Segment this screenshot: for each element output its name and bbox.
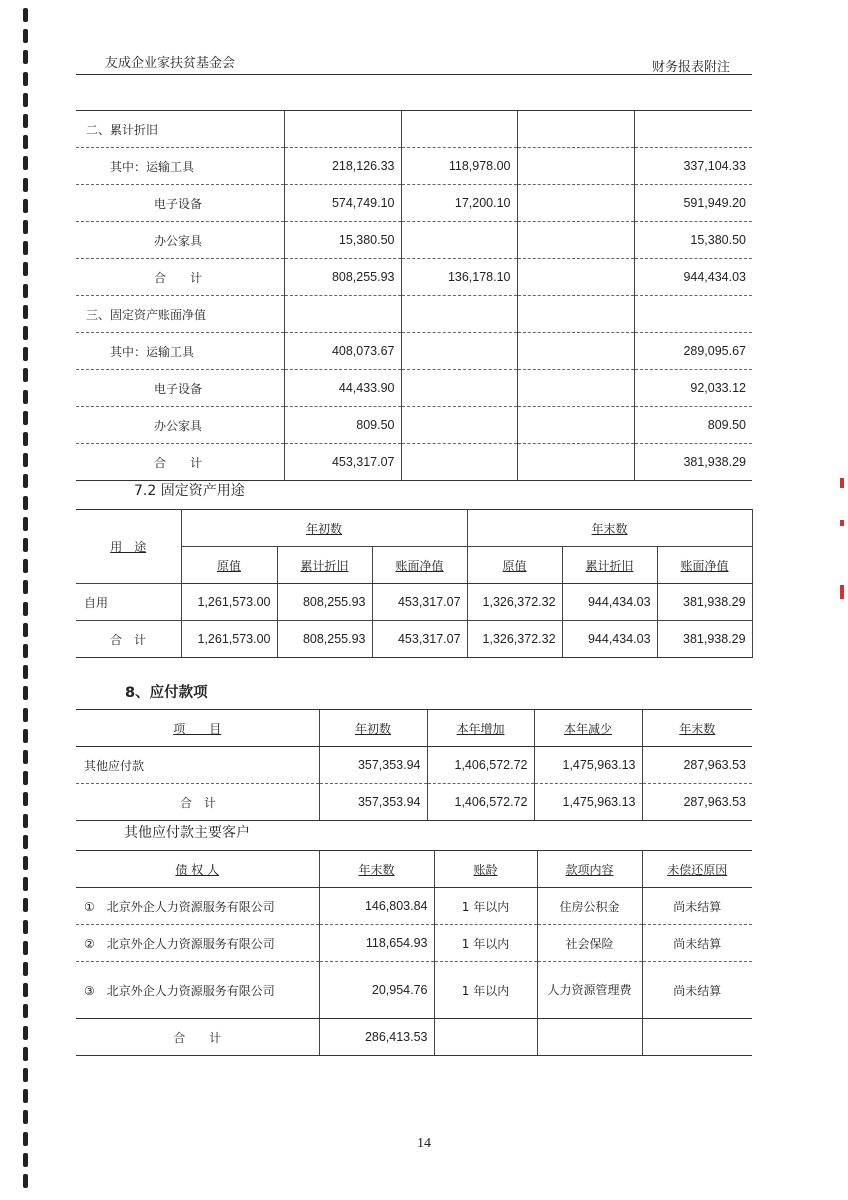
header-cell	[642, 710, 752, 747]
value-cell: 808,255.93	[277, 584, 372, 621]
value-cell: 20,954.76	[319, 962, 434, 1019]
payables-section-title: 8、应付款项	[125, 685, 208, 701]
table-row	[76, 888, 752, 925]
value-cell: 15,380.50	[284, 222, 401, 259]
table-row	[76, 747, 752, 784]
value-cell: 408,073.67	[284, 333, 401, 370]
customers-total-label: 合 计	[76, 1019, 319, 1056]
value-cell: 人力资源管理费	[537, 962, 642, 1019]
value-cell	[517, 296, 634, 333]
customers-total-value: 286,413.53	[319, 1019, 434, 1056]
row-label: 办公家具	[76, 222, 284, 259]
row-label: 自用	[76, 584, 181, 621]
value-cell: 1,475,963.13	[534, 784, 642, 821]
row-label: 合 计	[76, 259, 284, 296]
binding-hole	[23, 792, 28, 806]
table-row	[76, 333, 752, 370]
binding-hole	[23, 941, 28, 955]
binding-hole	[23, 347, 28, 361]
value-cell: 92,033.12	[634, 370, 752, 407]
header-cell	[319, 710, 427, 747]
binding-hole	[23, 411, 28, 425]
creditor-name: ② 北京外企人力资源服务有限公司	[76, 925, 319, 962]
binding-hole	[23, 962, 28, 976]
binding-hole	[23, 8, 28, 22]
binding-hole	[23, 1068, 28, 1082]
value-cell	[401, 222, 517, 259]
value-cell: 591,949.20	[634, 185, 752, 222]
binding-hole	[23, 368, 28, 382]
binding-hole	[23, 284, 28, 298]
binding-hole	[23, 1004, 28, 1018]
edge-mark	[840, 478, 844, 488]
value-cell: 453,317.07	[372, 584, 467, 621]
subheader-label: 账面净值	[680, 558, 729, 573]
document-type: 财务报表附注	[651, 60, 730, 75]
header-label: 未偿还原因	[667, 862, 728, 877]
binding-hole	[23, 729, 28, 743]
payables-table	[76, 709, 752, 821]
binding-hole	[23, 114, 28, 128]
value-cell: 44,433.90	[284, 370, 401, 407]
binding-hole	[23, 220, 28, 234]
binding-hole	[23, 29, 28, 43]
customers-section-title: 其他应付款主要客户	[124, 825, 250, 841]
usage-section-title: 7.2 固定资产用途	[134, 483, 245, 499]
header-cell	[76, 851, 319, 888]
usage-column-header: 用 途	[110, 540, 147, 554]
organization-name: 友成企业家扶贫基金会	[105, 56, 236, 71]
subheader-label: 账面净值	[395, 558, 444, 573]
value-cell: 808,255.93	[284, 259, 401, 296]
value-cell	[517, 407, 634, 444]
value-cell: 1,326,372.32	[467, 621, 562, 658]
value-cell: 809.50	[284, 407, 401, 444]
binding-hole	[23, 93, 28, 107]
header-label: 本年减少	[563, 721, 612, 736]
value-cell	[401, 111, 517, 148]
subheader-label: 原值	[502, 558, 527, 573]
header-label: 债 权 人	[175, 862, 220, 877]
table-row	[76, 407, 752, 444]
binding-hole	[23, 665, 28, 679]
value-cell: 944,434.03	[562, 584, 657, 621]
value-cell: 337,104.33	[634, 148, 752, 185]
binding-hole	[23, 305, 28, 319]
row-label: 其他应付款	[76, 747, 319, 784]
creditor-name: ③ 北京外企人力资源服务有限公司	[76, 962, 319, 1019]
subheader-cell	[562, 547, 657, 584]
binding-hole	[23, 72, 28, 86]
binding-hole	[23, 1174, 28, 1188]
header-cell	[534, 710, 642, 747]
value-cell: 118,654.93	[319, 925, 434, 962]
value-cell: 1,261,573.00	[181, 621, 277, 658]
value-cell	[401, 444, 517, 481]
value-cell: 287,963.53	[642, 784, 752, 821]
value-cell	[401, 370, 517, 407]
value-cell: 1,406,572.72	[427, 784, 534, 821]
value-cell: 381,938.29	[657, 621, 752, 658]
header-cell	[427, 710, 534, 747]
value-cell: 尚未结算	[642, 962, 752, 1019]
binding-hole	[23, 135, 28, 149]
payables-customers-table	[76, 850, 752, 1056]
value-cell: 453,317.07	[372, 621, 467, 658]
value-cell: 尚未结算	[642, 925, 752, 962]
value-cell: 944,434.03	[634, 259, 752, 296]
depreciation-table	[76, 110, 752, 481]
row-label: 合 计	[76, 784, 319, 821]
value-cell: 381,938.29	[657, 584, 752, 621]
value-cell: 218,126.33	[284, 148, 401, 185]
binding-hole	[23, 453, 28, 467]
header-cell	[76, 710, 319, 747]
value-cell	[517, 333, 634, 370]
header-label: 项 目	[173, 721, 222, 736]
value-cell: 944,434.03	[562, 621, 657, 658]
binding-hole	[23, 686, 28, 700]
value-cell: 1 年以内	[434, 925, 537, 962]
value-cell	[401, 333, 517, 370]
table-row	[76, 111, 752, 148]
row-label: 合 计	[76, 621, 181, 658]
value-cell: 357,353.94	[319, 747, 427, 784]
binding-hole	[23, 771, 28, 785]
row-label: 其中：运输工具	[76, 333, 284, 370]
value-cell	[517, 222, 634, 259]
row-label: 电子设备	[76, 185, 284, 222]
binding-hole	[23, 432, 28, 446]
table-row	[76, 370, 752, 407]
binding-hole	[23, 262, 28, 276]
subheader-cell	[467, 547, 562, 584]
subheader-label: 原值	[216, 558, 241, 573]
table-row	[76, 444, 752, 481]
binding-hole	[23, 474, 28, 488]
table-row	[76, 185, 752, 222]
value-cell	[517, 259, 634, 296]
header-label: 年初数	[354, 721, 391, 736]
value-cell	[284, 111, 401, 148]
value-cell: 社会保险	[537, 925, 642, 962]
value-cell: 1,406,572.72	[427, 747, 534, 784]
binding-hole	[23, 920, 28, 934]
binding-hole	[23, 496, 28, 510]
creditor-name: ① 北京外企人力资源服务有限公司	[76, 888, 319, 925]
value-cell: 453,317.07	[284, 444, 401, 481]
value-cell: 809.50	[634, 407, 752, 444]
header-label: 本年增加	[456, 721, 505, 736]
binding-hole	[23, 856, 28, 870]
value-cell	[634, 296, 752, 333]
value-cell: 357,353.94	[319, 784, 427, 821]
binding-hole	[23, 1047, 28, 1061]
table-row	[76, 296, 752, 333]
subheader-cell	[277, 547, 372, 584]
binding-hole	[23, 1153, 28, 1167]
row-label: 合 计	[76, 444, 284, 481]
binding-hole	[23, 156, 28, 170]
header-label: 款项内容	[565, 862, 614, 877]
value-cell: 1 年以内	[434, 888, 537, 925]
binding-hole	[23, 644, 28, 658]
page-number: 14	[417, 1136, 431, 1151]
end-year-group-header: 年末数	[591, 521, 628, 536]
table-row	[76, 259, 752, 296]
binding-hole	[23, 983, 28, 997]
table-row	[76, 925, 752, 962]
value-cell: 574,749.10	[284, 185, 401, 222]
table-row	[76, 784, 752, 821]
begin-year-group-header: 年初数	[306, 521, 343, 536]
binding-hole	[23, 750, 28, 764]
subheader-cell	[657, 547, 752, 584]
header-cell	[537, 851, 642, 888]
binding-hole	[23, 1026, 28, 1040]
header-label: 账龄	[473, 862, 498, 877]
table-row	[76, 962, 752, 1019]
binding-hole	[23, 602, 28, 616]
value-cell: 136,178.10	[401, 259, 517, 296]
value-cell	[517, 148, 634, 185]
binding-hole	[23, 1110, 28, 1124]
binding-hole	[23, 517, 28, 531]
value-cell	[401, 296, 517, 333]
value-cell: 287,963.53	[642, 747, 752, 784]
binding-hole	[23, 835, 28, 849]
header-label: 年末数	[358, 862, 395, 877]
table-row	[76, 148, 752, 185]
header-cell	[319, 851, 434, 888]
value-cell: 146,803.84	[319, 888, 434, 925]
row-label: 办公家具	[76, 407, 284, 444]
value-cell: 1 年以内	[434, 962, 537, 1019]
value-cell: 118,978.00	[401, 148, 517, 185]
value-cell	[634, 111, 752, 148]
binding-hole	[23, 898, 28, 912]
value-cell	[401, 407, 517, 444]
binding-hole	[23, 241, 28, 255]
value-cell	[284, 296, 401, 333]
value-cell	[517, 185, 634, 222]
binding-hole	[23, 559, 28, 573]
edge-mark	[840, 585, 844, 599]
value-cell: 15,380.50	[634, 222, 752, 259]
binding-hole	[23, 538, 28, 552]
value-cell: 808,255.93	[277, 621, 372, 658]
header-rule	[76, 74, 752, 75]
table-row	[76, 621, 752, 658]
subheader-cell	[372, 547, 467, 584]
header-cell	[642, 851, 752, 888]
subheader-cell	[181, 547, 277, 584]
binding-hole	[23, 623, 28, 637]
value-cell: 381,938.29	[634, 444, 752, 481]
value-cell	[517, 444, 634, 481]
binding-hole	[23, 1089, 28, 1103]
binding-hole	[23, 708, 28, 722]
value-cell: 1,475,963.13	[534, 747, 642, 784]
header-cell	[434, 851, 537, 888]
row-label: 电子设备	[76, 370, 284, 407]
subheader-label: 累计折旧	[585, 558, 634, 573]
binding-hole	[23, 580, 28, 594]
table-row	[76, 222, 752, 259]
row-label: 三、固定资产账面净值	[76, 296, 284, 333]
binding-hole	[23, 390, 28, 404]
value-cell	[517, 370, 634, 407]
value-cell: 1,261,573.00	[181, 584, 277, 621]
value-cell: 尚未结算	[642, 888, 752, 925]
value-cell: 17,200.10	[401, 185, 517, 222]
row-label: 二、累计折旧	[76, 111, 284, 148]
subheader-label: 累计折旧	[300, 558, 349, 573]
binding-hole	[23, 814, 28, 828]
binding-hole	[23, 877, 28, 891]
binding-holes	[0, 0, 30, 1200]
value-cell: 1,326,372.32	[467, 584, 562, 621]
binding-hole	[23, 199, 28, 213]
binding-hole	[23, 50, 28, 64]
binding-hole	[23, 326, 28, 340]
value-cell	[517, 111, 634, 148]
fixed-asset-usage-table	[76, 509, 753, 658]
binding-hole	[23, 178, 28, 192]
edge-mark	[840, 520, 844, 526]
table-row	[76, 584, 752, 621]
row-label: 其中：运输工具	[76, 148, 284, 185]
value-cell: 289,095.67	[634, 333, 752, 370]
header-label: 年末数	[679, 721, 716, 736]
value-cell: 住房公积金	[537, 888, 642, 925]
